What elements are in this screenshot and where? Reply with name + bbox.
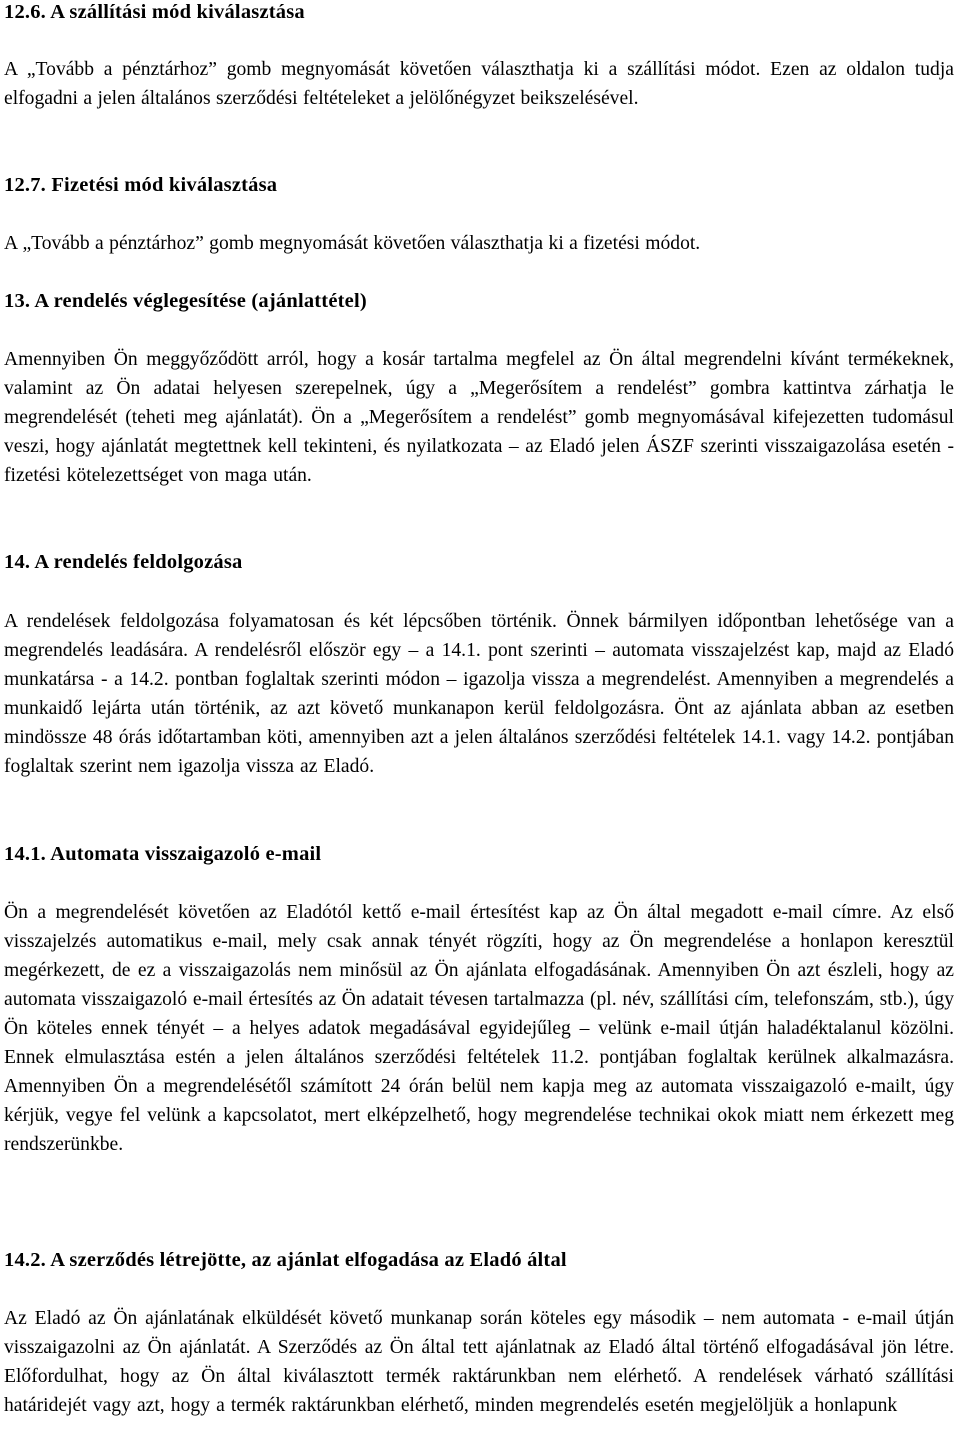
section-text-14: A rendelések feldolgozása folyamatosan és két lépcsőben történik. Önnek bármilyen időpontban lehetősége van a megrendelés leadására. A rendelésről először egy – a 14.1. pont szerinti – automata visszajelzést kap, majd az Eladó munkatársa - a 14.2. pontban foglaltak szerinti módon – igazolja vissza a megrendelést. Amennyiben a megrendelés a munkaidő lejárta után történik, az azt követő munkanapon kerül feldolgozásra. Önt az ajánlata abban az esetben mindössze 48 órás időtartamban köti, amennyiben azt a jelen általános szerződési feltételek 14.1. vagy 14.2. pontjában foglaltak szerint nem igazolja vissza az Eladó. bbox=[4, 611, 954, 777]
section-title-14-2: 14.2. A szerződés létrejötte, az ajánlat elfogadása az Eladó által bbox=[4, 1249, 567, 1271]
section-text-12-7: A „Tovább a pénztárhoz” gomb megnyomását követően választhatja ki a fizetési módot. bbox=[4, 233, 701, 254]
section-text-12-6: A „Tovább a pénztárhoz” gomb megnyomását követően választhatja ki a szállítási módot. Ezen az oldalon tudja elfogadni a jelen általános szerződési feltételeket a jelölőnégyzet beikszelésével. bbox=[4, 59, 954, 109]
section-text-14-1: Ön a megrendelését követően az Eladótól kettő e-mail értesítést kap az Ön által megadott e-mail címre. Az első visszajelzés automatikus e-mail, mely csak annak tényét rögzíti, hogy az Ön megrendelése a honlapon keresztül megérkezett, de ez a visszaigazolás nem minősül az Ön ajánlata elfogadásának. Amennyiben Ön azt észleli, hogy az automata visszaigazoló e-mail értesítés az Ön adatait tévesen tartalmazza (pl. név, szállítási cím, telefonszám, stb.), úgy Ön köteles ennek tényét – a helyes adatok megadásával egyidejűleg – velünk e-mail útján haladéktalanul közölni. Ennek elmulasztása estén a jelen általános szerződési feltételek 11.2. pontjában foglaltak kerülnek alkalmazásra. Amennyiben Ön a megrendelésétől számított 24 órán belül nem kapja meg az automata visszaigazoló e-mailt, úgy kérjük, vegye fel velünk a kapcsolatot, mert elképzelhető, hogy megrendelése technikai okok miatt nem érkezett meg rendszerünkbe. bbox=[4, 902, 954, 1155]
section-text-13: Amennyiben Ön meggyőződött arról, hogy a kosár tartalma megfelel az Ön által megrendelni kívánt termékeknek, valamint az Ön adatai helyesen szerepelnek, úgy a „Megerősítem a rendelést” gombra kattintva zárhatja le megrendelését (teheti meg ajánlatát). Ön a „Megerősítem a rendelést” gomb megnyomásával kifejezetten tudomásul veszi, hogy ajánlatát megtettnek kell tekinteni, és nyilatkozata – az Eladó jelen ÁSZF szerinti visszaigazolása esetén - fizetési kötelezettséget von maga után. bbox=[4, 349, 954, 486]
section-title-14: 14. A rendelés feldolgozása bbox=[4, 551, 243, 573]
section-title-13: 13. A rendelés véglegesítése (ajánlattétel) bbox=[4, 290, 367, 312]
section-title-14-1: 14.1. Automata visszaigazoló e-mail bbox=[4, 843, 322, 865]
section-title-12-7: 12.7. Fizetési mód kiválasztása bbox=[4, 174, 278, 196]
section-title-12-6: 12.6. A szállítási mód kiválasztása bbox=[4, 1, 305, 23]
section-text-14-2: Az Eladó az Ön ajánlatának elküldését követő munkanap során köteles egy második – nem automata - e-mail útján visszaigazolni az Ön ajánlatát. A Szerződés az Ön által tett ajánlatnak az Eladó által történő elfogadásával jön létre. Előfordulhat, hogy az Ön által kiválasztott termék raktárunkban nem elérhető. A rendelések várható szállítási határidejét vagy azt, hogy a termék raktárunkban elérhető, minden megrendelés esetén megjelöljük a honlapunk bbox=[4, 1308, 954, 1416]
